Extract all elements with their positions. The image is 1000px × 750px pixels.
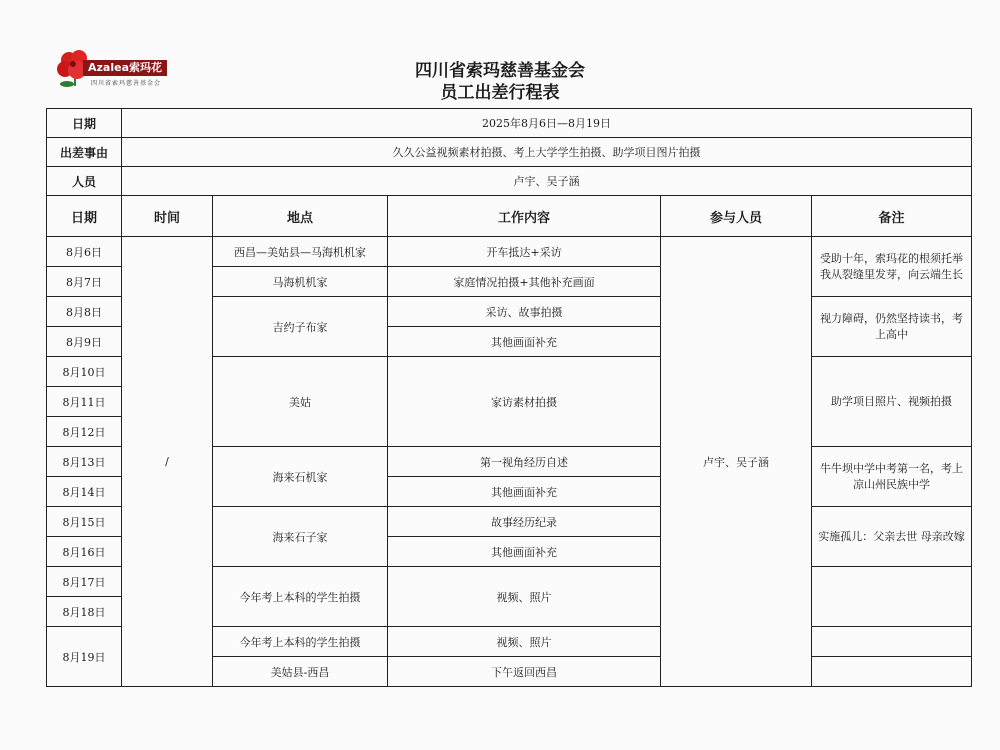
date-cell: 8月17日 [47, 567, 122, 597]
date-cell: 8月6日 [47, 237, 122, 267]
schedule-table [46, 108, 972, 687]
date-cell: 8月16日 [47, 537, 122, 567]
participants-cell: 卢宇、吴子涵 [661, 237, 812, 687]
work-cell: 第一视角经历自述 [388, 447, 661, 477]
place-cell: 西昌—美姑县—马海机机家 [213, 237, 388, 267]
note-cell: 视力障碍，仍然坚持读书，考上高中 [812, 297, 972, 357]
work-cell: 其他画面补充 [388, 327, 661, 357]
header-participants: 参与人员 [661, 196, 812, 237]
date-cell: 8月9日 [47, 327, 122, 357]
work-cell: 其他画面补充 [388, 477, 661, 507]
place-cell: 马海机机家 [213, 267, 388, 297]
page-subtitle: 员工出差行程表 [440, 83, 560, 103]
header-date: 日期 [47, 196, 122, 237]
note-cell [812, 627, 972, 657]
purpose-label: 出差事由 [47, 138, 122, 167]
work-cell: 视频、照片 [388, 567, 661, 627]
date-cell: 8月15日 [47, 507, 122, 537]
date-cell: 8月10日 [47, 357, 122, 387]
place-cell: 美姑 [213, 357, 388, 447]
info-row-staff [47, 167, 972, 196]
work-cell: 其他画面补充 [388, 537, 661, 567]
note-cell: 受助十年，索玛花的根须托举我从裂缝里发芽，向云端生长 [812, 237, 972, 297]
place-cell: 吉约子布家 [213, 297, 388, 357]
work-cell: 采访、故事拍摄 [388, 297, 661, 327]
date-cell: 8月14日 [47, 477, 122, 507]
date-cell: 8月13日 [47, 447, 122, 477]
logo-brand-text: Azalea索玛花 [83, 60, 167, 76]
date-cell: 8月11日 [47, 387, 122, 417]
info-row-purpose [47, 138, 972, 167]
note-cell-empty [812, 657, 972, 687]
work-cell: 视频、照片 [388, 627, 661, 657]
place-cell: 海来石机家 [213, 447, 388, 507]
info-row-date [47, 109, 972, 138]
place-cell: 今年考上本科的学生拍摄 [213, 627, 388, 657]
table-row [47, 237, 972, 267]
date-label: 日期 [47, 109, 122, 138]
note-cell: 实施孤儿：父亲去世 母亲改嫁 [812, 507, 972, 567]
work-cell: 开车抵达+采访 [388, 237, 661, 267]
date-cell: 8月18日 [47, 597, 122, 627]
header-notes: 备注 [812, 196, 972, 237]
date-cell: 8月8日 [47, 297, 122, 327]
place-cell: 今年考上本科的学生拍摄 [213, 567, 388, 627]
header-work: 工作内容 [388, 196, 661, 237]
note-cell: 牛牛坝中学中考第一名，考上凉山州民族中学 [812, 447, 972, 507]
work-cell: 家访素材拍摄 [388, 357, 661, 447]
staff-label: 人员 [47, 167, 122, 196]
work-cell: 家庭情况拍摄+其他补充画面 [388, 267, 661, 297]
work-cell: 下午返回西昌 [388, 657, 661, 687]
staff-value: 卢宇、吴子涵 [122, 167, 972, 196]
date-cell: 8月19日 [47, 627, 122, 687]
place-cell: 海来石子家 [213, 507, 388, 567]
place-cell: 美姑县-西昌 [213, 657, 388, 687]
time-cell: / [122, 237, 213, 687]
date-cell: 8月12日 [47, 417, 122, 447]
date-cell: 8月7日 [47, 267, 122, 297]
header-place: 地点 [213, 196, 388, 237]
purpose-value: 久久公益视频素材拍摄、考上大学学生拍摄、助学项目图片拍摄 [122, 138, 972, 167]
note-cell [812, 567, 972, 627]
page-title: 四川省索玛慈善基金会 [415, 61, 585, 81]
column-header-row [47, 196, 972, 237]
date-value: 2025年8月6日—8月19日 [122, 109, 972, 138]
work-cell: 故事经历纪录 [388, 507, 661, 537]
logo-subtitle: 四川省索玛慈善基金会 [91, 80, 162, 87]
note-cell: 助学项目照片、视频拍摄 [812, 357, 972, 447]
header-time: 时间 [122, 196, 213, 237]
